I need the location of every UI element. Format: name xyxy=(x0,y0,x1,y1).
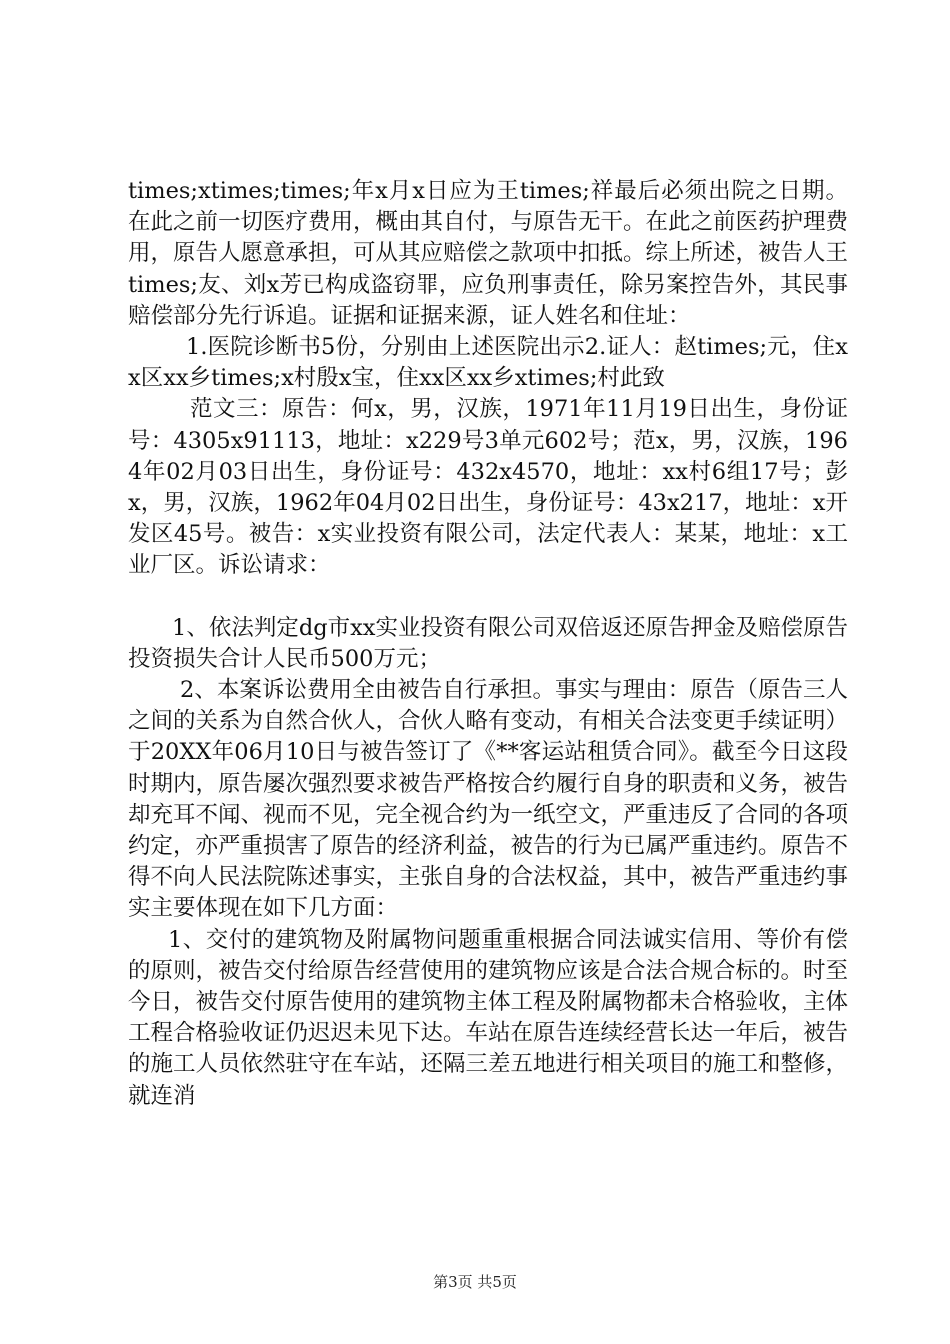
document-body xyxy=(128,176,848,1112)
paragraph-breach-item-one: 1、交付的建筑物及附属物问题重重根据合同法诚实信用、等价有偿的原则，被告交付给原告经营使用的建筑物应该是合法合规合标的。时至今日，被告交付原告使用的建筑物主体工程及附属物都未合格验收，主体工程合格验收证仍迟迟未见下达。车站在原告连续经营长达一年后，被告的施工人员依然驻守在车站，还隔三差五地进行相关项目的施工和整修，就连消 xyxy=(128,926,849,1109)
paragraph-evidence-list: 1.医院诊断书5份，分别由上述医院出示2.证人：赵times;元，住xx区xx乡times;x村殷x宝，住xx区xx乡xtimes;村此致 xyxy=(128,334,848,392)
page-footer: 第3页 共5页 xyxy=(433,1273,517,1291)
paragraph-sample-three-parties: 范文三：原告：何x，男，汉族，1971年11月19日出生，身份证号：4305x91113，地址：x229号3单元602号；范x，男，汉族，1964年02月03日出生，身份证号：432x4570，地址：xx村6组17号；彭x，男，汉族，1962年04月02日出生，身份证号：43x217，地址：x开发区45号。被告：x实业投资有限公司，法定代表人：某某，地址：x工业厂区。诉讼请求： xyxy=(128,396,848,579)
paragraph-gap xyxy=(128,582,848,613)
paragraph-claim-one: 1、依法判定dg市xx实业投资有限公司双倍返还原告押金及赔偿原告投资损失合计人民币500万元； xyxy=(128,614,849,672)
paragraph-claim-two-facts: 2、本案诉讼费用全由被告自行承担。事实与理由：原告（原告三人之间的关系为自然合伙人，合伙人略有变动，有相关合法变更手续证明）于20XX年06月10日与被告签订了《**客运站租赁合同》。截至今日这段时期内，原告屡次强烈要求被告严格按合约履行自身的职责和义务，被告却充耳不闻、视而不见，完全视合约为一纸空文，严重违反了合同的各项约定，亦严重损害了原告的经济利益，被告的行为已属严重违约。原告不得不向人民法院陈述事实，主张自身的合法权益，其中，被告严重违约事实主要体现在如下几方面： xyxy=(128,677,849,922)
paragraph-evidence-intro: times;xtimes;times;年x月x日应为王times;祥最后必须出院之日期。在此之前一切医疗费用，概由其自付，与原告无干。在此之前医药护理费用，原告人愿意承担，可从其应赔偿之款项中扣抵。综上所述，被告人王times;友、刘x芳已构成盗窃罪，应负刑事责任，除另案控告外，其民事赔偿部分先行诉追。证据和证据来源，证人姓名和住址： xyxy=(128,178,849,329)
